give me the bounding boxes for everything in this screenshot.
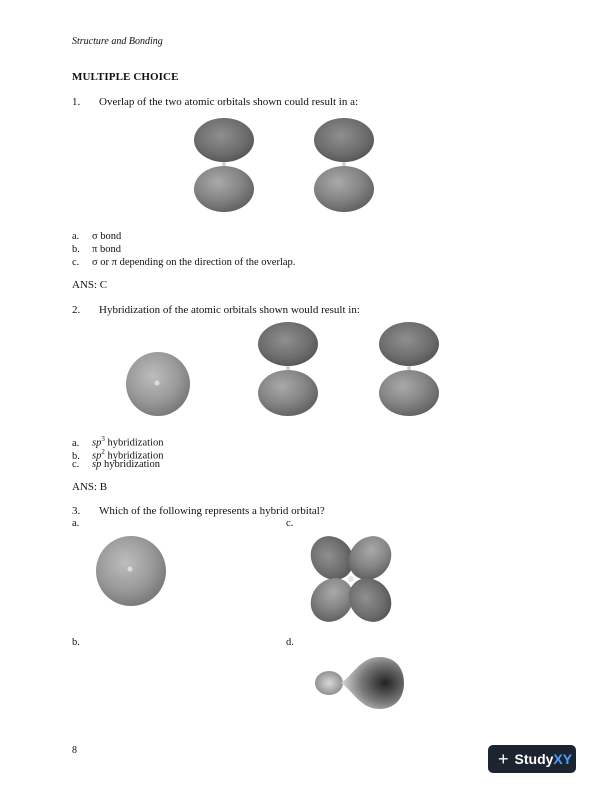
option-text: or π depending on the direction of the overlap. [97, 257, 296, 268]
question-text: Hybridization of the atomic orbitals shown would result in: [99, 304, 360, 316]
option-letter: b. [72, 450, 80, 462]
s-orbital-figure [125, 351, 191, 417]
option-letter: b. [72, 244, 80, 255]
question-number: 1. [72, 96, 81, 108]
option-letter: a. [72, 231, 80, 242]
option-b [72, 244, 121, 257]
option-c [72, 257, 295, 270]
p-orbital-figure [312, 118, 376, 212]
option-base: sp [92, 437, 102, 449]
option-letter: c. [72, 459, 80, 470]
option-base: sp [92, 450, 102, 462]
p-orbital-figure [256, 322, 320, 416]
answer-label: ANS: B [72, 481, 108, 493]
d-orbital-figure [305, 533, 397, 625]
hybrid-orbital-figure [313, 655, 405, 711]
answer-label: ANS: C [72, 279, 108, 291]
option-letter: a. [72, 437, 80, 449]
option-text: hybridization [101, 459, 160, 470]
question-text: Overlap of the two atomic orbitals shown could result in a: [99, 96, 359, 108]
option-text: hybridization [104, 437, 164, 449]
option-symbol: π [92, 244, 98, 255]
plus-icon: + [498, 749, 509, 769]
option-b-letter: b. [72, 637, 80, 648]
page-number: 8 [72, 745, 77, 756]
section-title: MULTIPLE CHOICE [72, 71, 179, 83]
question-number: 2. [72, 304, 81, 316]
running-title: Structure and Bonding [72, 36, 163, 47]
brand-main: Study [514, 751, 554, 767]
option-a-letter: a. [72, 518, 80, 529]
option-symbol: σ [92, 231, 98, 242]
option-letter: c. [72, 257, 80, 268]
option-superscript: 3 [101, 435, 105, 443]
question-text: Which of the following represents a hybrid orbital? [99, 505, 325, 517]
option-text: bond [97, 231, 122, 242]
brand-accent: XY [553, 751, 573, 767]
studyxy-badge[interactable] [488, 745, 576, 773]
p-orbital-figure [192, 118, 256, 212]
s-orbital-figure [95, 535, 167, 607]
option-d-letter: d. [286, 637, 294, 648]
question-number: 3. [72, 505, 81, 517]
option-c-letter: c. [286, 518, 294, 529]
option-text: bond [97, 244, 121, 255]
option-text: hybridization [104, 450, 164, 462]
option-symbol: σ [92, 257, 98, 268]
option-c [72, 459, 160, 472]
option-base: sp [92, 459, 102, 470]
p-orbital-figure [377, 322, 441, 416]
option-superscript: 2 [101, 448, 105, 456]
option-a [72, 231, 121, 244]
